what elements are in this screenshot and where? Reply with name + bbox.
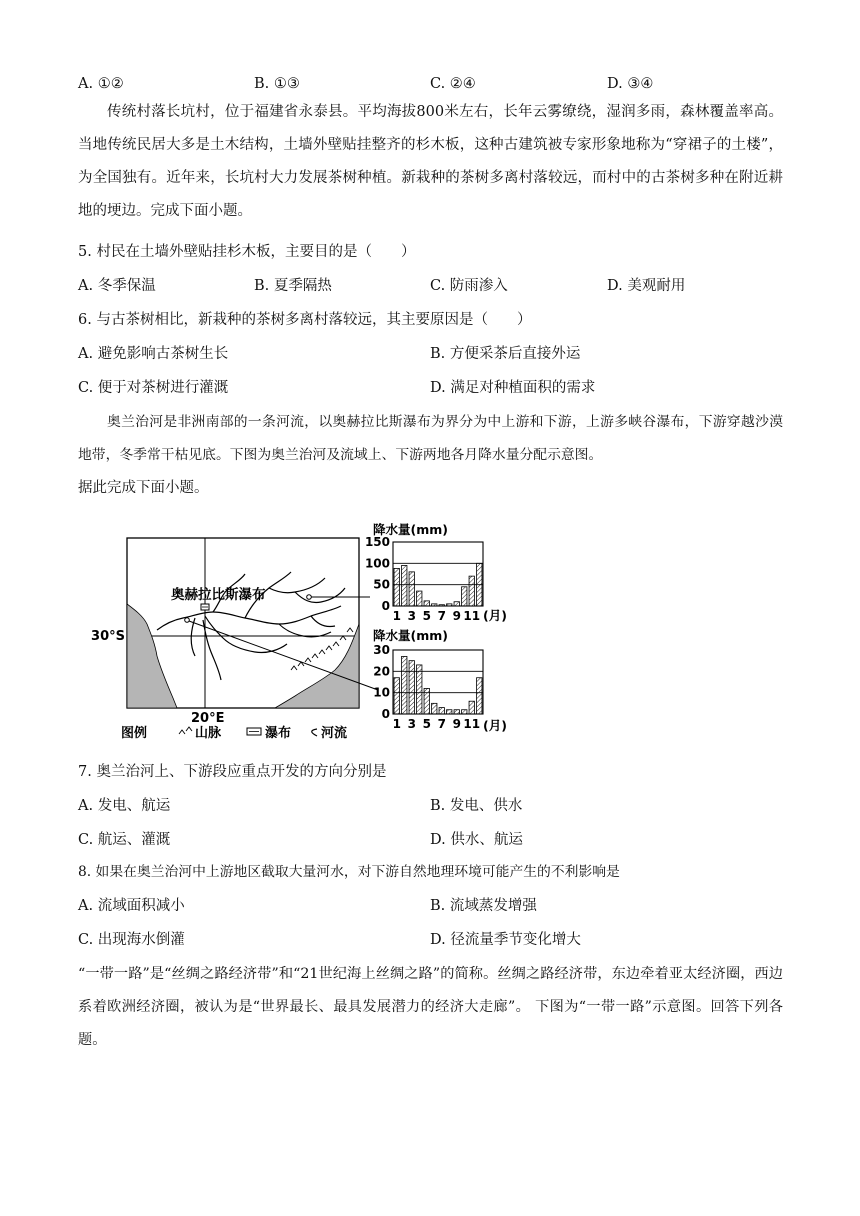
waterfall-label: 奥赫拉比斯瀑布 [171, 587, 266, 603]
waterfall-marker [201, 604, 209, 610]
chart2-bar-month-6 [432, 703, 437, 714]
chart1-xtick-label: 11 [463, 609, 481, 623]
q4-option-d: D. ③④ [607, 76, 654, 92]
q8-option-c: C. 出现海水倒灌 [78, 932, 185, 948]
chart1-bar-month-12 [477, 563, 482, 606]
chart2-ytick-label: 30 [373, 643, 390, 657]
q4-option-c: C. ②④ [430, 76, 476, 92]
chart2-bar-month-11 [469, 701, 474, 714]
chart2-bar-month-3 [409, 661, 414, 714]
chart2-bar-month-5 [424, 688, 429, 714]
passage-orange-river: 奥兰治河是非洲南部的一条河流，以奥赫拉比斯瀑布为界分为中上游和下游，上游多峡谷瀑布，下游穿越沙漠地带，冬季常干枯见底。下图为奥兰治河及流域上、下游两地各月降水量分配示意图。 [78, 414, 783, 463]
chart2-xtick-label: 7 [437, 717, 446, 731]
q5-option-a: A. 冬季保温 [78, 278, 156, 294]
chart2-ytick-label: 20 [373, 664, 390, 679]
latitude-label: 30°S [91, 629, 125, 644]
longitude-label: 20°E [191, 711, 225, 726]
chart1-ytick-label: 0 [381, 599, 390, 613]
chart2-xtick-label: 5 [422, 717, 431, 731]
chart2-bar-month-1 [394, 678, 399, 714]
chart2-bar-month-4 [417, 665, 422, 714]
chart2-ytick-label: 0 [381, 707, 390, 721]
chart1-bar-month-2 [402, 565, 407, 606]
legend-mountain-icon [179, 727, 192, 734]
q6-option-d: D. 满足对种植面积的需求 [430, 380, 596, 396]
chart1-xtick-label: 1 [392, 609, 401, 623]
q5-option-b: B. 夏季隔热 [254, 278, 332, 294]
chart1-bar-month-8 [447, 604, 452, 606]
chart2-ylabel: 降水量(mm) [373, 628, 448, 643]
q6-option-a: A. 避免影响古茶树生长 [78, 346, 229, 362]
basin-map [91, 538, 378, 741]
chart2-xtick-label: 11 [463, 717, 481, 731]
legend-river-label: 河流 [321, 726, 348, 741]
chart2-xtick-label: 1 [392, 717, 401, 731]
chart1-bar-month-9 [454, 602, 459, 606]
passage-orange-river-end: 据此完成下面小题。 [78, 480, 209, 496]
passage-changkeng: 传统村落长坑村，位于福建省永泰县。平均海拔800米左右，长年云雾缭绕，湿润多雨，森林覆盖率高。当地传统民居大多是土木结构，土墙外壁贴挂整齐的杉木板，这种古建筑被专家形象地称为“穿裙子的土楼”，为全国独有。近年来，长坑村大力发展茶树种植。新栽种的茶树多离村落较远，而村中的古茶树多种在附近耕地的埂边。完成下面小题。 [78, 104, 783, 219]
chart2-bar-month-2 [402, 656, 407, 714]
upstream-station-dot [307, 595, 312, 600]
chart1-bar-month-4 [417, 591, 422, 606]
q8-stem: 8. 如果在奥兰治河中上游地区截取大量河水，对下游自然地理环境可能产生的不利影响是 [78, 864, 620, 880]
chart1-bar-month-7 [439, 605, 444, 606]
q7-option-a: A. 发电、航运 [78, 798, 171, 814]
q8-option-b: B. 流域蒸发增强 [430, 898, 537, 914]
legend-title: 图例 [121, 726, 148, 741]
q7-stem: 7. 奥兰治河上、下游段应重点开发的方向分别是 [78, 764, 387, 780]
passage-belt-and-road: “一带一路”是“丝绸之路经济带”和“21世纪海上丝绸之路”的简称。丝绸之路经济带，东边牵着亚太经济圈，西边系着欧洲经济圈，被认为是“世界最长、最具发展潜力的经济大走廊”。 下图为“一带一路”示意图。回答下列各题。 [78, 966, 783, 1048]
chart2-bar-month-8 [447, 710, 452, 714]
upstream-precip-chart [365, 522, 507, 623]
chart2-xtick-label: 9 [452, 717, 461, 731]
chart2-bar-month-9 [454, 710, 459, 714]
chart1-ylabel: 降水量(mm) [373, 522, 448, 537]
q5-stem: 5. 村民在土墙外壁贴挂杉木板，主要目的是（ ） [78, 244, 416, 260]
chart1-xtick-label: 5 [422, 609, 431, 623]
chart2-xtick-label: 3 [407, 717, 416, 731]
downstream-station-dot [185, 618, 190, 623]
downstream-precip-chart [373, 628, 507, 733]
chart1-bar-month-3 [409, 572, 414, 606]
legend-mountain-label: 山脉 [195, 726, 222, 741]
chart1-xtick-label: 3 [407, 609, 416, 623]
map-legend [121, 725, 347, 741]
q7-option-b: B. 发电、供水 [430, 798, 523, 814]
q6-option-b: B. 方便采茶后直接外运 [430, 346, 581, 362]
chart1-xlabel: (月) [483, 608, 507, 623]
chart1-bar-month-5 [424, 601, 429, 606]
chart2-bar-month-7 [439, 708, 444, 714]
chart2-ytick-label: 10 [373, 685, 390, 700]
q4-option-a: A. ①② [78, 76, 124, 92]
legend-river-icon [312, 729, 317, 736]
legend-waterfall-label: 瀑布 [265, 726, 292, 741]
q6-option-c: C. 便于对茶树进行灌溉 [78, 380, 229, 396]
chart2-bar-month-12 [477, 678, 482, 714]
chart1-bar-month-1 [394, 568, 399, 606]
q5-option-c: C. 防雨渗入 [430, 278, 508, 294]
chart1-ytick-label: 100 [364, 556, 390, 571]
q7-option-c: C. 航运、灌溉 [78, 832, 171, 848]
chart2-xlabel: (月) [483, 718, 507, 733]
chart2-bar-month-10 [462, 710, 467, 714]
q8-option-d: D. 径流量季节变化增大 [430, 932, 581, 948]
q6-stem: 6. 与古茶树相比，新栽种的茶树多离村落较远，其主要原因是（ ） [78, 312, 532, 328]
chart1-ytick-label: 150 [364, 535, 390, 549]
orange-river-figure [91, 520, 525, 742]
legend-waterfall-icon [247, 728, 261, 735]
chart1-xtick-label: 9 [452, 609, 461, 623]
chart1-bar-month-10 [462, 587, 467, 606]
chart1-bar-month-6 [432, 604, 437, 606]
q5-option-d: D. 美观耐用 [607, 278, 686, 294]
q8-option-a: A. 流域面积减小 [78, 898, 185, 914]
q7-option-d: D. 供水、航运 [430, 832, 523, 848]
chart1-xtick-label: 7 [437, 609, 446, 623]
chart1-ytick-label: 50 [373, 577, 390, 592]
q4-option-b: B. ①③ [254, 76, 300, 92]
chart1-bar-month-11 [469, 576, 474, 606]
